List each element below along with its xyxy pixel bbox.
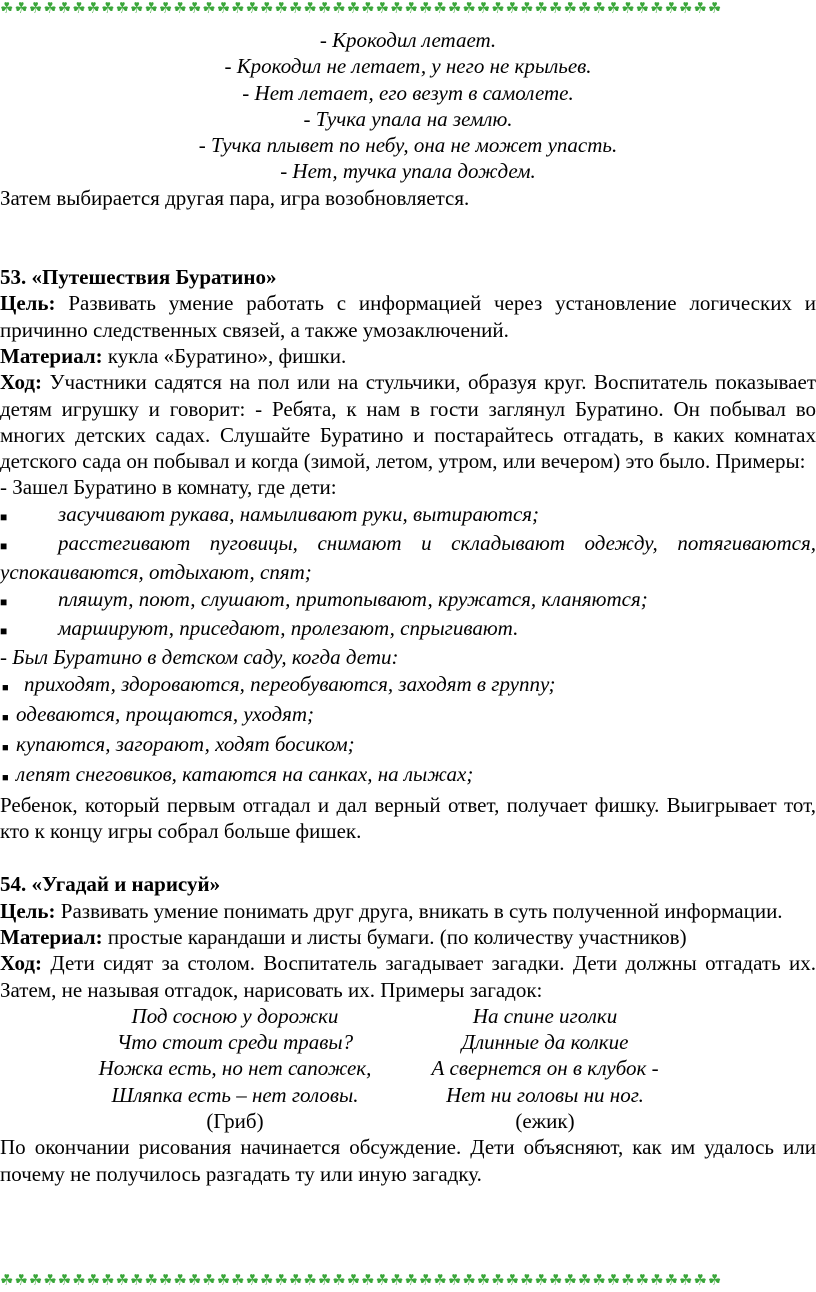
decorative-border-bottom bbox=[0, 1272, 816, 1290]
list-item: ■ лепят снеговиков, катаются на санках, на лыжах; bbox=[0, 761, 816, 791]
dialogue-line: - Нет летает, его везут в самолете. bbox=[242, 80, 574, 105]
material-label: Материал: bbox=[0, 924, 103, 949]
material-text: простые карандаши и листы бумаги. (по количеству участников) bbox=[102, 924, 687, 949]
ending-paragraph: Ребенок, который первым отгадал и дал верный ответ, получает фишку. Выигрывает тот, кто к концу игры собрал больше фишек. bbox=[0, 792, 816, 844]
goal-text: Развивать умение понимать друг друга, вникать в суть полученной информации. bbox=[55, 898, 783, 923]
dialogue-line: - Тучка упала на землю. bbox=[303, 106, 513, 131]
game-53-section bbox=[0, 264, 816, 844]
section-title: 53. «Путешествия Буратино» bbox=[0, 265, 277, 290]
list-item: ■ купаются, загорают, ходят босиком; bbox=[0, 731, 816, 761]
material-label: Материал: bbox=[0, 343, 103, 368]
square-bullet-icon: ■ bbox=[2, 681, 9, 694]
goal-paragraph bbox=[0, 898, 816, 924]
riddles-block bbox=[78, 1003, 738, 1134]
square-bullet-icon: ■ bbox=[0, 539, 8, 554]
square-bullet-icon: ■ bbox=[0, 594, 8, 609]
goal-paragraph bbox=[0, 290, 816, 343]
dialogue-block bbox=[0, 27, 816, 185]
list-item: ■ пляшут, поют, слушают, притопывают, кружатся, кланяются; bbox=[0, 586, 816, 615]
riddle-line: Что стоит среди травы? bbox=[116, 1030, 354, 1055]
process-paragraph bbox=[0, 950, 816, 1003]
goal-label: Цель: bbox=[0, 898, 56, 923]
clover-border-pattern: ☘☘☘☘☘☘☘☘☘☘☘☘☘☘☘☘☘☘☘☘☘☘☘☘☘☘☘☘☘☘☘☘☘☘☘☘☘☘☘☘☘☘☘☘☘☘☘☘☘☘ bbox=[0, 1273, 723, 1289]
material-text: кукла «Буратино», фишки. bbox=[102, 343, 347, 368]
dialogue-line: - Крокодил летает. bbox=[319, 28, 497, 52]
riddle-line: А свернется он в клубок - bbox=[431, 1056, 659, 1081]
square-bullet-icon: ■ bbox=[2, 711, 9, 724]
process-label: Ход: bbox=[0, 370, 43, 395]
process-label: Ход: bbox=[0, 951, 43, 976]
riddle-line: На спине иголки bbox=[472, 1003, 618, 1028]
riddle-answer: (ежик) bbox=[515, 1108, 575, 1133]
decorative-border-top bbox=[0, 0, 816, 18]
dialogue-line: - Тучка плывет по небу, она не может упасть. bbox=[198, 133, 618, 158]
list-item: ■ засучивают рукава, намыливают руки, вытираются; bbox=[0, 501, 816, 530]
material-paragraph bbox=[0, 343, 816, 369]
square-bullet-icon: ■ bbox=[2, 772, 9, 785]
section-title: 54. «Угадай и нарисуй» bbox=[0, 872, 221, 897]
material-paragraph bbox=[0, 924, 816, 950]
process-text: Участники садятся на пол или на стульчики, образуя круг. Воспитатель показывает детям игрушку и говорит: - Ребята, к нам в гости заглянул Буратино. Он побывал во многих детских садах. Слушайте Буратино и постарайтесь отгадать, в каких комнатах детского сада он побывал и когда (зимой, летом, утром, или вечером) это было. Примеры: bbox=[0, 370, 816, 474]
riddle-answer: (Гриб) bbox=[206, 1108, 264, 1133]
goal-label: Цель: bbox=[0, 291, 56, 316]
goal-text: Развивать умение работать с информацией через установление логических и причинно следственных связей, а также умозаключений. bbox=[0, 291, 816, 342]
ending-paragraph: По окончании рисования начинается обсуждение. Дети объясняют, как им удалось или почему не получилось разгадать ту или иную загадку. bbox=[0, 1135, 816, 1186]
game-54-section bbox=[0, 871, 816, 1187]
list-item: ■ расстегивают пуговицы, снимают и складывают одежду, потягиваются, успокаиваются, отдыхают, спят; bbox=[0, 531, 816, 585]
list-item: ■ одеваются, прощаются, уходят; bbox=[0, 701, 816, 731]
times-intro: - Был Буратино в детском саду, когда дети: bbox=[0, 645, 399, 670]
riddle-line: Под сосною у дорожки bbox=[131, 1003, 339, 1028]
square-bullet-icon: ■ bbox=[2, 742, 9, 755]
rooms-intro: - Зашел Буратино в комнату, где дети: bbox=[0, 475, 337, 500]
square-bullet-icon: ■ bbox=[0, 623, 8, 638]
riddle-line: Ножка есть, но нет сапожек, bbox=[98, 1056, 372, 1081]
riddle-line: Длинные да колкие bbox=[461, 1030, 629, 1055]
list-item: ■ маршируют, приседают, пролезают, спрыгивают. bbox=[0, 615, 816, 644]
clover-border-pattern: ☘☘☘☘☘☘☘☘☘☘☘☘☘☘☘☘☘☘☘☘☘☘☘☘☘☘☘☘☘☘☘☘☘☘☘☘☘☘☘☘☘☘☘☘☘☘☘☘☘☘ bbox=[0, 1, 723, 17]
process-paragraph bbox=[0, 369, 816, 474]
square-bullet-icon: ■ bbox=[0, 509, 8, 524]
dialogue-end: Затем выбирается другая пара, игра возобновляется. bbox=[0, 185, 470, 210]
dialogue-line: - Крокодил не летает, у него не крыльев. bbox=[224, 54, 592, 79]
process-text: Дети сидят за столом. Воспитатель загадывает загадки. Дети должны отгадать их. Затем, не называя отгадок, нарисовать их. Примеры загадок: bbox=[0, 951, 816, 1002]
riddle-line: Нет ни головы ни ног. bbox=[446, 1082, 644, 1107]
document-page bbox=[0, 27, 816, 1187]
riddle-line: Шляпка есть – нет головы. bbox=[111, 1082, 359, 1107]
list-item: ■ приходят, здороваются, переобуваются, заходят в группу; bbox=[0, 671, 816, 701]
dialogue-line: - Нет, тучка упала дождем. bbox=[280, 159, 536, 184]
